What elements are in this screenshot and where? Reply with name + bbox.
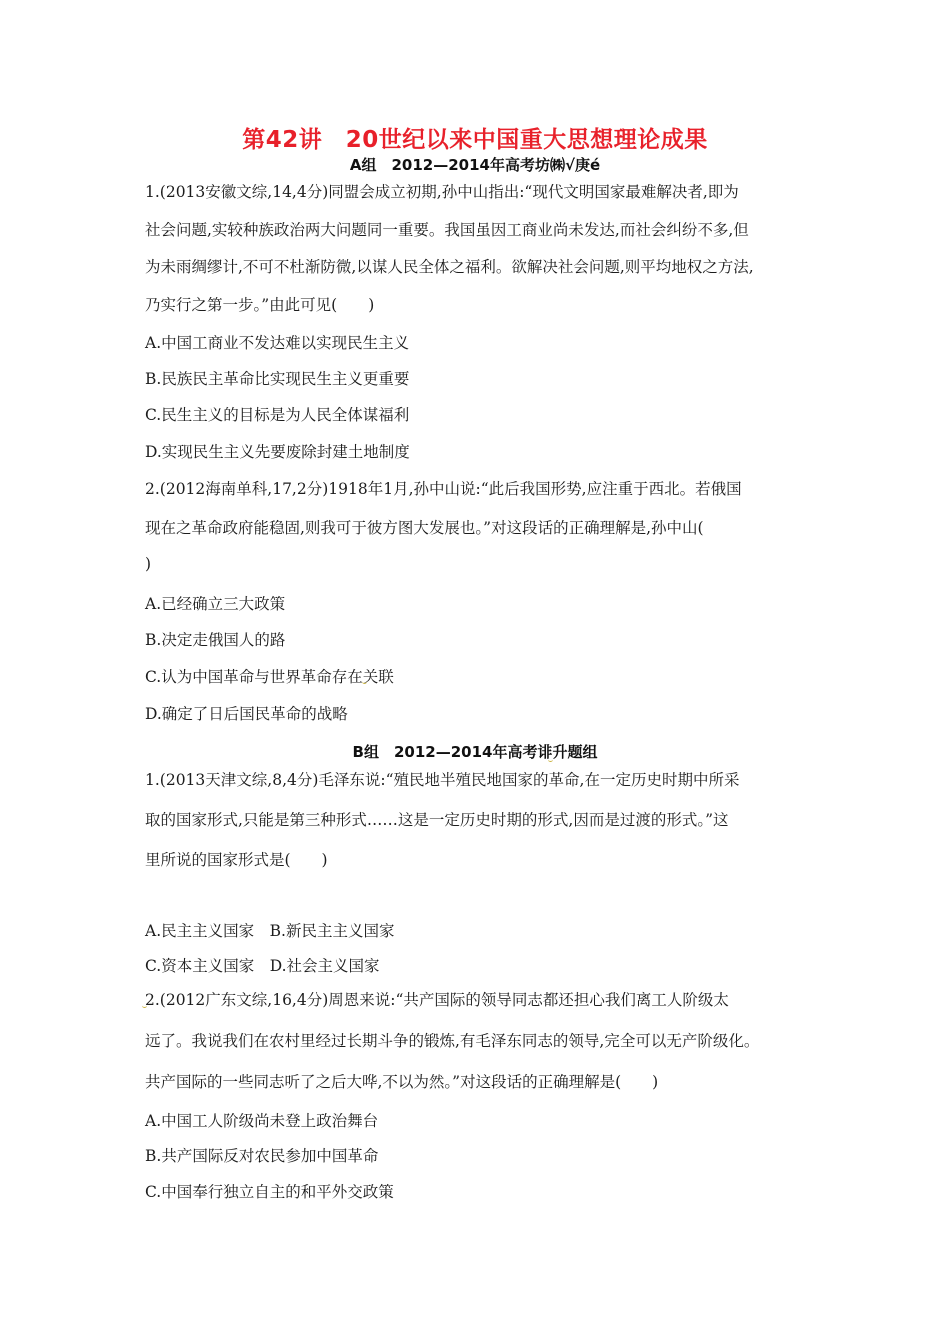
question-a2-line: 2.(2012海南单科,17,2分)1918年1月,孙中山说:“此后我国形势,应注重于西北。若俄国	[145, 480, 742, 498]
option-b2-a: A.中国工人阶级尚未登上政治舞台	[145, 1112, 379, 1130]
question-b1-line: 里所说的国家形式是( )	[145, 851, 328, 869]
group-b-heading: B组 2012—2014年高考诽升题组	[352, 743, 598, 761]
question-a1-line: 为未雨绸缪计,不可不杜渐防微,以谋人民全体之福利。欲解决社会问题,则平均地权之方法,	[145, 258, 754, 276]
option-a1-a: A.中国工商业不发达难以实现民生主义	[145, 334, 410, 352]
option-b1-cd: C.资本主义国家 D.社会主义国家	[145, 957, 380, 975]
question-b1-line: 1.(2013天津文综,8,4分)毛泽东说:“殖民地半殖民地国家的革命,在一定历史时期中所采	[145, 771, 740, 789]
option-a1-c: C.民生主义的目标是为人民全体谋福利	[145, 406, 410, 424]
option-a2-b: B.决定走俄国人的路	[145, 631, 286, 649]
option-b1-ab: A.民主主义国家 B.新民主主义国家	[145, 922, 395, 940]
page-title: 第42讲 20世纪以来中国重大思想理论成果	[242, 127, 708, 153]
group-a-heading: A组 2012—2014年高考坊㈱√庚é	[349, 156, 601, 174]
option-a1-d: D.实现民生主义先要废除封建土地制度	[145, 443, 410, 461]
question-b2-line: 2.(2012广东文综,16,4分)周恩来说:“共产国际的领导同志都还担心我们离工人阶级太	[145, 991, 729, 1009]
question-b2-line: 共产国际的一些同志听了之后大哗,不以为然。”对这段话的正确理解是( )	[145, 1073, 659, 1091]
option-a2-a: A.已经确立三大政策	[145, 595, 286, 613]
question-a2-line: )	[145, 555, 152, 573]
question-b2-line: 远了。我说我们在农村里经过长期斗争的锻炼,有毛泽东同志的领导,完全可以无产阶级化。	[145, 1032, 760, 1050]
question-b1-line: 取的国家形式,只能是第三种形式……这是一定历史时期的形式,因而是过渡的形式。”这	[145, 811, 729, 829]
question-a1-line: 1.(2013安徽文综,14,4分)同盟会成立初期,孙中山指出:“现代文明国家最难解决者,即为	[145, 183, 739, 201]
option-b2-c: C.中国奉行独立自主的和平外交政策	[145, 1183, 394, 1201]
option-a2-d: D.确定了日后国民革命的战略	[145, 705, 348, 723]
option-b2-b: B.共产国际反对农民参加中国革命	[145, 1147, 379, 1165]
question-a1-line: 乃实行之第一步。”由此可见( )	[145, 296, 375, 314]
option-a1-b: B.民族民主革命比实现民生主义更重要	[145, 370, 410, 388]
question-a2-line: 现在之革命政府能稳固,则我可于彼方图大发展也。”对这段话的正确理解是,孙中山(	[145, 519, 704, 537]
option-a2-c: C.认为中国革命与世界革命存在关联	[145, 668, 394, 686]
question-a1-line: 社会问题,实较种族政治两大问题同一重要。我国虽因工商业尚未发达,而社会纠纷不多,但	[145, 221, 749, 239]
